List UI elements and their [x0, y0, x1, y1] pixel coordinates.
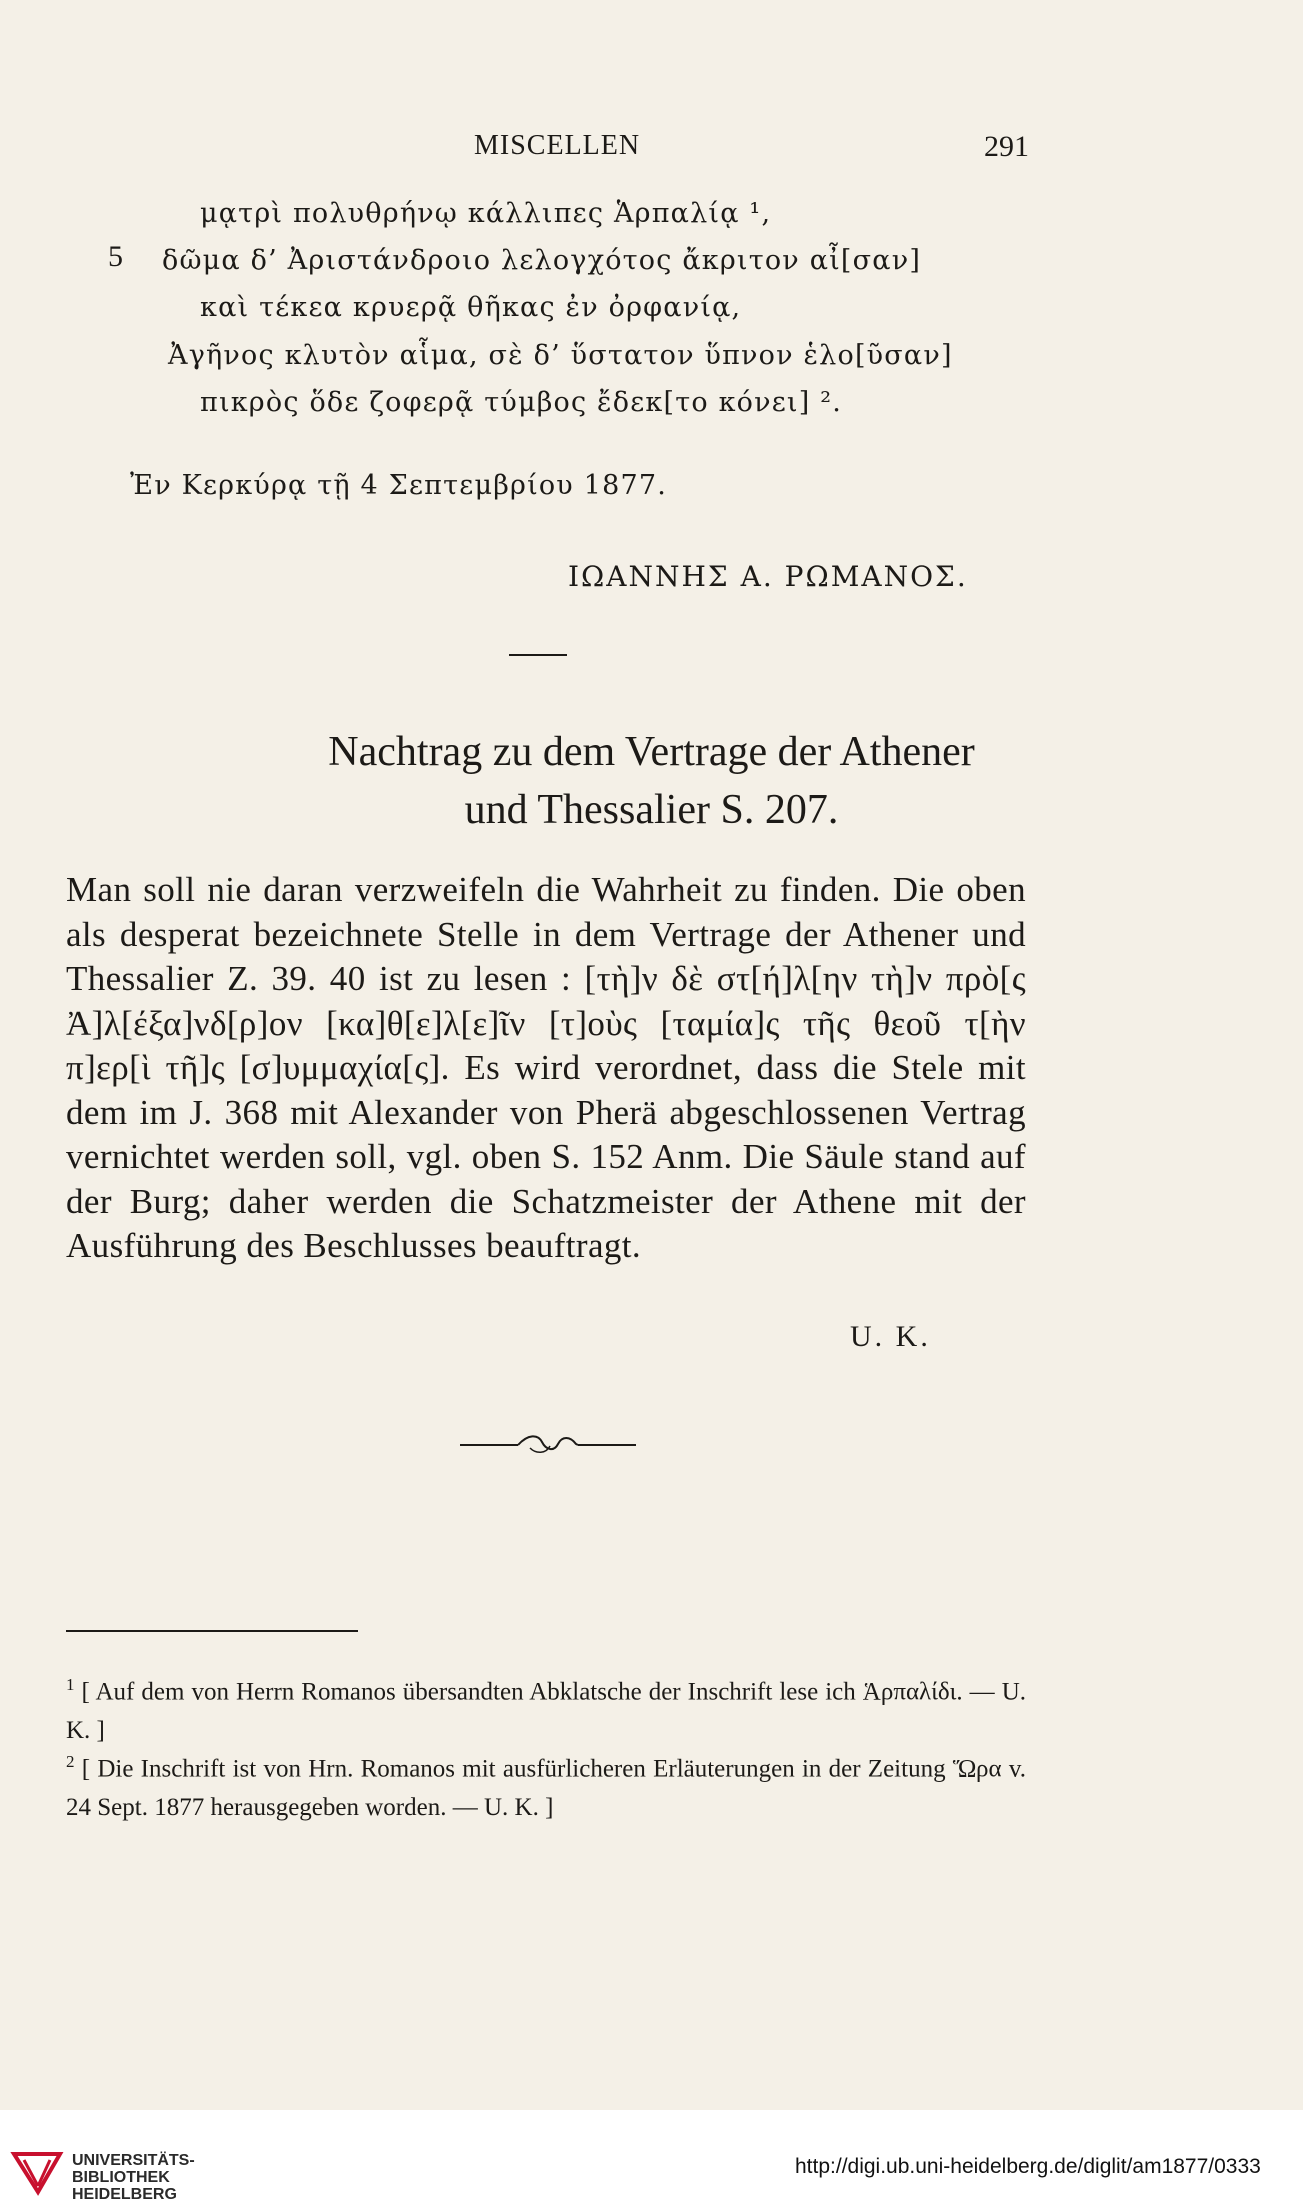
footnote-text: [ Die Inschrift ist von Hrn. Romanos mit ausfürlicheren Erläuterungen in der Zeitung Ὥρα v. 24 Sept. 1877 herausgegeben worden. — U. K. ]: [66, 1755, 1026, 1822]
library-name: [72, 2152, 195, 2203]
author-initials: U. K.: [850, 1320, 931, 1353]
dateline: Ἐν Κερκύρᾳ τῇ 4 Σεπτεμβρίου 1877.: [130, 470, 668, 501]
footnote-text: [ Auf dem von Herrn Romanos übersandten Abklatsche der Inschrift lese ich Ἁρπαλίδι. — U. K. ]: [66, 1678, 1027, 1745]
section-divider: [509, 654, 567, 656]
footnote-2: [66, 1742, 1026, 1827]
poem-line: δῶμα δ’ Ἀριστάνδροιο λελογχότος ἄκριτον αἶ[σαν]: [162, 245, 922, 276]
footnote-mark: 1: [66, 1675, 75, 1694]
page-header: [0, 130, 1303, 170]
library-name-line: HEIDELBERG: [72, 2186, 177, 2203]
library-name-line: BIBLIOTHEK: [72, 2169, 170, 2186]
poem-line: καὶ τέκεα κρυερᾷ θῆκας ἐν ὀρφανίᾳ,: [200, 292, 742, 323]
poem-line: πικρὸς ὅδε ζοφερᾷ τύμβος ἔδεκ[το κόνει] ².: [200, 387, 843, 418]
article-body: Man soll nie daran verzweifeln die Wahrheit zu finden. Die oben als desperat bezeichnete Stelle in dem Vertrage der Athener und Thessalier Z. 39. 40 ist zu lesen : [τὴ]ν δὲ στ[ή]λ[ην τὴ]ν πρὸ[ς Ἀ]λ[έξα]νδ[ρ]ον [κα]θ[ε]λ[ε]ῖν [τ]οὺς [ταμία]ς τῆς θεοῦ τ[ὴν π]ερ[ὶ τῆ]ς [σ]υμμαχία[ς]. Es wird verordnet, dass die Stele mit dem im J. 368 mit Alexander von Pherä abgeschlossenen Vertrag vernichtet werden soll, vgl. oben S. 152 Anm. Die Säule stand auf der Burg; daher werden die Schatzmeister der Athene mit der Ausführung des Beschlusses beauftragt.: [66, 870, 1026, 1265]
article-title-line-2: und Thessalier S. 207.: [464, 787, 839, 833]
author-signature: ΙΩΑΝΝΗΣ Α. ΡΩΜΑΝΟΣ.: [568, 560, 968, 593]
footnote-mark: 2: [66, 1752, 75, 1771]
end-ornament: [458, 1430, 638, 1460]
poem-line: Ἀγῆνος κλυτὸν αἷμα, σὲ δ’ ὕστατον ὕπνον ἑλο[ῦσαν]: [168, 340, 953, 371]
page-number: 291: [984, 130, 1029, 163]
library-name-line: UNIVERSITÄTS-: [72, 2152, 195, 2169]
running-head: MISCELLEN: [474, 130, 641, 161]
permalink[interactable]: http://digi.ub.uni-heidelberg.de/diglit/am1877/0333: [795, 2155, 1261, 2178]
line-number: 5: [108, 240, 123, 273]
footnote-rule: [66, 1630, 358, 1632]
library-logo-icon[interactable]: [10, 2150, 66, 2196]
footnote-1: [66, 1665, 1026, 1750]
poem-line: μᾳτρὶ πολυθρήνῳ κάλλιπες Ἁρπαλίᾳ ¹,: [200, 198, 772, 229]
article-title-line-1: Nachtrag zu dem Vertrage der Athener: [328, 729, 975, 775]
